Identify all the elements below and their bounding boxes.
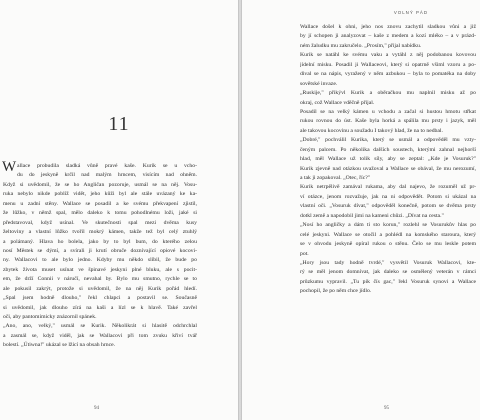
page-number-left: 94 — [94, 406, 99, 411]
text-line: představoval, když usínal. Ve skutečnosti spal mezi dvěma kusy — [3, 219, 197, 226]
text-line: menu u zadní stěny. Wallace se posadil a ke svému překvapení zjistil, — [3, 200, 197, 207]
text-line: „Hory jsou tady hodně tvrdé," vysvětil Vosuruk Wallacovi, kte- — [300, 259, 476, 266]
text-line: ném žaludku mu zakručelo. „Prosím," přijal nabídku. — [300, 42, 422, 49]
text-line: pochopil, že po něm chce jídlo. — [300, 288, 372, 295]
text-line: vlastní oči. „Vosuruk dívat," odpověděl konečně, potom se dvěma prsty — [300, 203, 476, 210]
text-line: du do jeskyně krčil nad malým hrncem, visícím nad ohněm. — [17, 172, 197, 179]
text-line: Když si uvědomil, že se ho Angličan pozoruje, usmál se na něj. Vosu- — [3, 181, 197, 188]
right-body-text — [300, 23, 476, 297]
text-line: celé jeskyni. Wallace se otočil a pohlédl na komského staroura, který — [300, 231, 476, 238]
text-line: ale pokusil zakrýt, protože si uvědomil, že na něj Kurik pořád hledí. — [3, 285, 197, 292]
text-line: si uvědomil, jak dlouho zírá na kaši a lízl se k hlavě. Také zavřel — [3, 304, 197, 311]
text-line: průzkumu vypravil. „Tu pik čís gac," řekl Vosuruk synovi a Wallace — [300, 278, 476, 285]
text-line: „Dobré," pochválil Kurika, který se usmál a odpověděl mu vzty- — [300, 137, 476, 144]
text-line: Kurik zjevně nad otázkou uvažoval a Wallace se obával, že mu nerozumí, — [300, 165, 476, 172]
text-line: jídelní misku. Posadil ji Wallaceovi, který si opatrně všiml vzoru a po- — [300, 61, 476, 68]
text-line: ny. Wallacovi to ale bylo jedno. Kdyby mu někdo slíbil, že bude po — [3, 257, 197, 264]
text-line: nosí Městek se dýmí, a svírali ji krutí obruče doznívající opiové kocovi- — [3, 247, 197, 254]
text-line: ale takovou kocovinu a soužadu I takový hlad, že na to nedbal. — [300, 127, 443, 134]
text-line: em, že drží Connii v náručí, nevahal by. Bylo mu smutno, rychle se to — [3, 276, 197, 283]
right-page — [242, 0, 480, 420]
text-line: Posadil se na velký kámen u vchodu a začal si hustou hmotu střkat — [300, 108, 476, 115]
chapter-number: 11 — [108, 113, 130, 135]
text-line: „Ruskije," přikývl Kurik a oběračkou mu naplnil misku až po — [300, 90, 476, 97]
text-line: ví otázce, jenom rozvažuje, jak na ni odpovědět. Potom si ukázal na — [300, 193, 476, 200]
text-line: bolestí. „Útiwna!" ukázal se lžicí na obsah hrnce. — [3, 342, 116, 349]
text-line: Wallace došel k ohni, jeho nos znovu zachytil sladkou vůni a již — [300, 24, 476, 30]
text-line: a polámaný. Hlava ho bolela, jako by to byl bum, do kterého zelou — [3, 238, 197, 245]
text-line: a tak ji zopakoval. „Otec, říc?" — [300, 175, 371, 181]
text-line: hlad, měl Wallace už tolik síly, aby se zeptal: „Kde je Vosuruk?" — [300, 156, 476, 163]
text-line: Kurik netrpělivě zamával rukama, aby dal najevo, že rozuměl už pr- — [300, 184, 476, 191]
text-line: a zasmál se, když viděl, jak se Wallacovi při tom zvuku křiví tvář — [3, 332, 197, 339]
text-line: se v ohvodu jeskyně opíral rukou o stěnu. Čelo se mu leskle potem — [300, 241, 476, 248]
text-line: želtoviny a vlastní lůžko tvořil mokrý kámen, takže tež byl celý ztuhlý — [3, 229, 197, 236]
text-line: rý se měl jenom domnívat, jak daleko se osmělený veterán v rámci — [300, 269, 476, 276]
text-line: pot. — [300, 250, 309, 257]
text-line: zbytek života muset usínat ve špinavé jeskyni plné bluku, ale s pocit- — [3, 266, 197, 273]
text-line: ruka nebylo nikde poblíž vidět, jeho kůži byl ale stále uvázaný ke ka- — [3, 191, 197, 198]
text-line: oči, aby pantomimicky znázornil spánek. — [3, 314, 97, 320]
text-line: rukou rovnou do úst. Kaše byla horká a spálila mu prsty i jazyk, měl — [300, 118, 476, 125]
text-line: by jí schopen ji analyzovat – kaše z medem a kozí mléko – a v prázd- — [300, 33, 476, 40]
text-line: „Spal jsem hodně dlouho," řekl chlapci a postavil se. Současně — [3, 295, 197, 302]
left-body-text — [2, 159, 197, 351]
text-line: „Nosí ho angličky a dám ti sto korun," rozlehl se Vosurukův hlas po — [300, 222, 476, 229]
running-head: VOLNÝ PÁD — [393, 10, 428, 15]
text-line: okraj, což Wallace vděčně přijal. — [300, 99, 375, 106]
drop-cap: W — [2, 159, 17, 175]
text-line: dival se na nápis, vyražený v něm azbukou – byla to pomatéka na doby — [300, 71, 476, 78]
text-line: sovětské invaze. — [300, 80, 338, 87]
text-line: dotkl země a napodobil jimi na kameni chůzi. „Dívat na cesta." — [300, 212, 444, 219]
page-number-right: 95 — [384, 406, 389, 411]
text-line: Kurik se natáhl ke svému vaku a vytáhl z něj podobanou kovovou — [300, 52, 476, 59]
left-page — [0, 0, 238, 420]
text-line: „Ano, ano, velký," usmál se Kurik. Několikrát si hlasitě odchrchlal — [3, 323, 197, 330]
text-line: čeným palcem. Po několika dalších soustech, kterými zahnal nejhorší — [300, 146, 476, 153]
text-line: že lůžko, v němž spal, mělo daleko k tomu pohodlnému loži, jaké si — [3, 210, 197, 217]
text-line: allace probudila sladká vůně pravé kaše. Kurik se u vcho- — [17, 163, 197, 169]
